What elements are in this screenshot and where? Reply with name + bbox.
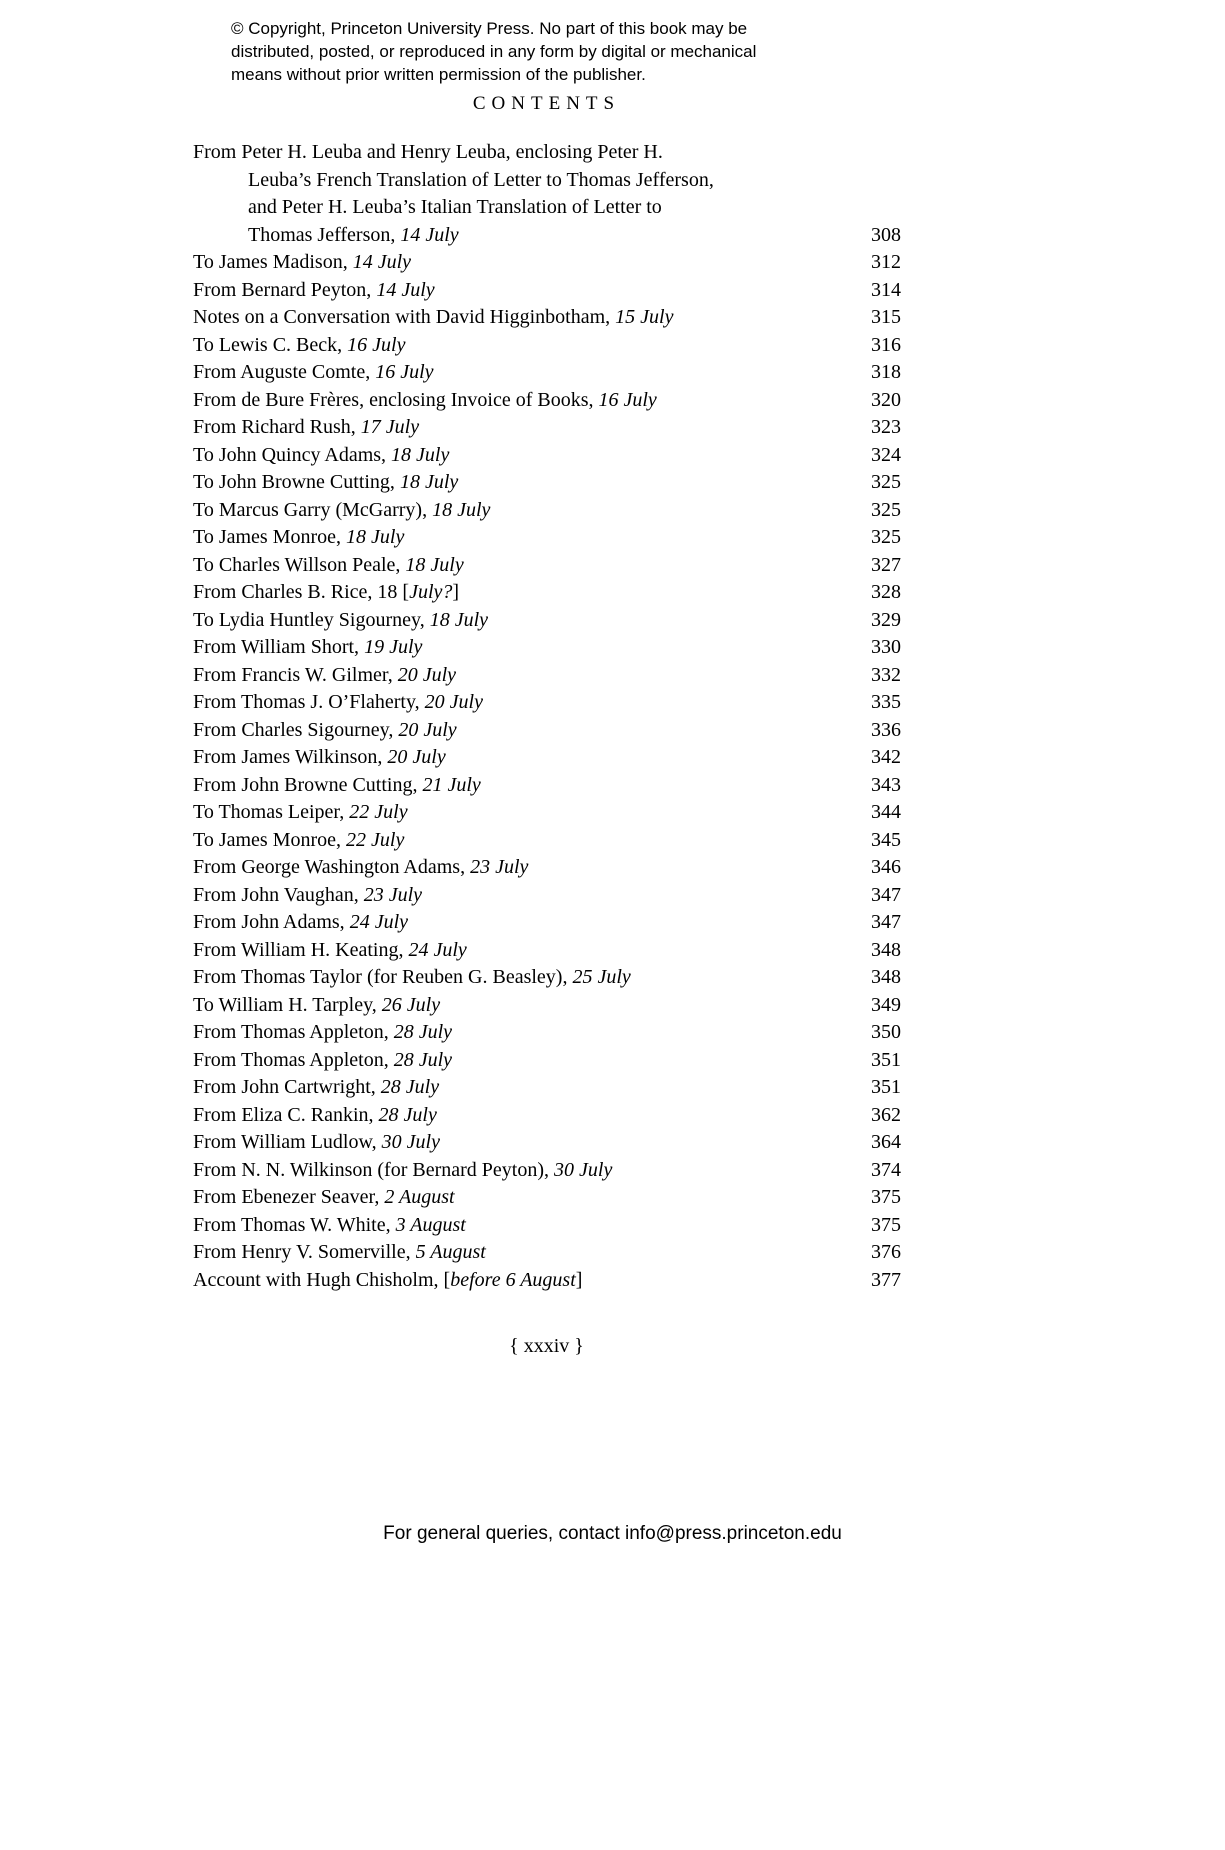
toc-entry-title: To James Madison, 14 July [193, 251, 412, 273]
toc-entry [193, 414, 901, 442]
toc-entry-date: 20 July [387, 746, 446, 768]
queries-footer: For general queries, contact info@press.princeton.edu [383, 1523, 842, 1544]
toc-entry [193, 469, 901, 497]
toc-entry-page: 349 [871, 993, 901, 1016]
toc-entry-page: 327 [871, 553, 901, 576]
toc-entry-title: From James Wilkinson, 20 July [193, 746, 446, 768]
toc-entry-title: From N. N. Wilkinson (for Bernard Peyton), 30 July [193, 1158, 613, 1181]
toc-entry-lastline [193, 1267, 901, 1295]
toc-entry-date: 28 July [380, 1076, 440, 1098]
toc-entry [193, 634, 901, 662]
toc-entry-title: From Thomas Appleton, 28 July [193, 1021, 453, 1043]
toc-entry [193, 497, 901, 525]
toc-entry-page: 329 [871, 608, 901, 631]
toc-entry-page: 325 [871, 498, 901, 521]
toc-entry-title: From William Short, 19 July [193, 636, 423, 658]
toc-entry [193, 882, 901, 910]
toc-entry-lastline [193, 827, 901, 855]
toc-entry-lastline [193, 387, 901, 415]
toc-entry-title: From Charles B. Rice, 18 [July?] [193, 581, 460, 603]
toc-entry-date: July? [409, 581, 453, 603]
toc-entry-page: 350 [871, 1021, 901, 1043]
toc-entry-lastline [193, 689, 901, 717]
toc-entry-title: From de Bure Frères, enclosing Invoice of Books, 16 July [193, 388, 657, 411]
page-title: CONTENTS [472, 93, 621, 114]
toc-entry-title: From George Washington Adams, 23 July [193, 856, 529, 878]
toc-entry-page: 348 [871, 966, 901, 988]
toc-entry [193, 524, 901, 552]
toc-entry [193, 139, 901, 249]
toc-entry-page: 320 [871, 388, 901, 411]
toc-entry [193, 827, 901, 855]
toc-entry-title: From John Adams, 24 July [193, 911, 408, 933]
toc-entry-lastline [193, 524, 901, 552]
toc-entry-date: 15 July [615, 306, 674, 328]
toc-entry [193, 744, 901, 772]
toc-entry-page: 344 [871, 801, 901, 823]
toc-entry-lastline [193, 964, 901, 992]
toc-entry [193, 359, 901, 387]
toc-entry-date: 23 July [363, 883, 423, 906]
toc-entry-date: 23 July [470, 856, 529, 878]
toc-entry-date: 18 July [429, 608, 489, 631]
toc-entry [193, 937, 901, 965]
toc-entry-date: before 6 August [450, 1268, 576, 1291]
toc-entry-title: To James Monroe, 22 July [193, 828, 405, 851]
toc-entry-date: 2 August [384, 1186, 455, 1208]
toc-entry [193, 1239, 901, 1267]
toc-entry-lastline [193, 909, 901, 937]
toc-entry-lastline [193, 634, 901, 662]
toc-entry-lastline [193, 937, 901, 965]
toc-entry-page: 362 [871, 1103, 901, 1126]
toc-entry [193, 1157, 901, 1185]
toc-entry [193, 1212, 901, 1240]
toc-entry [193, 689, 901, 717]
toc-entry-lastline [193, 1129, 901, 1157]
toc-entry [193, 799, 901, 827]
toc-entry-lastline [193, 277, 901, 305]
toc-entry-title: From John Cartwright, 28 July [193, 1076, 440, 1098]
toc-entry-lastline [193, 1074, 901, 1102]
toc-entry-lastline [193, 222, 901, 250]
toc-entry [193, 1129, 901, 1157]
toc-entry-title: From Ebenezer Seaver, 2 August [193, 1186, 455, 1208]
toc-entry-page: 308 [871, 223, 901, 246]
toc-entry-title: From Eliza C. Rankin, 28 July [193, 1103, 437, 1126]
toc-entry-page: 325 [871, 526, 901, 548]
toc-entry-title: To Thomas Leiper, 22 July [193, 801, 408, 823]
toc-entry [193, 552, 901, 580]
toc-entry-page: 330 [871, 636, 901, 658]
toc-entry-lastline [193, 744, 901, 772]
toc-entry-lastline [193, 662, 901, 690]
toc-entry [193, 277, 901, 305]
toc-entry-lastline [193, 772, 901, 800]
toc-entry-title: To William H. Tarpley, 26 July [193, 993, 441, 1016]
toc-entry [193, 387, 901, 415]
toc-entry-lastline [193, 992, 901, 1020]
toc-entry-date: 5 August [415, 1241, 486, 1263]
toc-entry-title: To Marcus Garry (McGarry), 18 July [193, 498, 491, 521]
toc-entry-title: From Thomas W. White, 3 August [193, 1213, 466, 1236]
toc-entry-title: From William H. Keating, 24 July [193, 938, 467, 961]
toc-entry [193, 249, 901, 277]
toc-entry-lastline [193, 1102, 901, 1130]
toc-entry-lastline [193, 359, 901, 387]
toc-entry-page: 377 [871, 1268, 901, 1291]
toc-entry-date: 20 July [398, 718, 457, 741]
toc-entry-date: 19 July [364, 636, 423, 658]
toc-entry [193, 909, 901, 937]
toc-entry-title: From Charles Sigourney, 20 July [193, 718, 457, 741]
toc-entry-page: 325 [871, 471, 901, 493]
toc-entry-title: Thomas Jefferson, 14 July [248, 223, 459, 246]
toc-entry-title: From Auguste Comte, 16 July [193, 361, 434, 383]
toc-entry-date: 25 July [572, 966, 631, 988]
toc-entry-title: From Thomas Taylor (for Reuben G. Beasley), 25 July [193, 966, 631, 988]
toc-entry-lastline [193, 332, 901, 360]
toc-entry-date: 22 July [346, 828, 405, 851]
toc-entry-page: 323 [871, 416, 901, 438]
toc-entry-lastline [193, 249, 901, 277]
toc-entry-page: 335 [871, 691, 901, 713]
toc-entry-page: 351 [871, 1048, 901, 1071]
toc-entry [193, 717, 901, 745]
toc-entry-date: 22 July [349, 801, 408, 823]
toc-entry-date: 18 July [346, 526, 405, 548]
toc-entry-title: Account with Hugh Chisholm, [before 6 August] [193, 1268, 583, 1291]
copyright-line: distributed, posted, or reproduced in any form by digital or mechanical [231, 42, 757, 61]
toc-entry-date: 16 July [347, 333, 406, 356]
toc-entry-lastline [193, 1157, 901, 1185]
toc-entry-title: To John Browne Cutting, 18 July [193, 471, 459, 493]
copyright-line: © Copyright, Princeton University Press. No part of this book may be [231, 19, 748, 38]
toc-entry-lastline [193, 717, 901, 745]
toc-entry-page: 375 [871, 1186, 901, 1208]
toc-entry-page: 345 [871, 828, 901, 851]
toc-entry-lastline [193, 799, 901, 827]
toc-entry-page: 375 [871, 1213, 901, 1236]
toc-entry-lastline [193, 1047, 901, 1075]
toc-entry-line: From Peter H. Leuba and Henry Leuba, enclosing Peter H. [193, 141, 663, 163]
toc-entry-lastline [193, 497, 901, 525]
toc-entry [193, 854, 901, 882]
toc-entry-title: From Henry V. Somerville, 5 August [193, 1241, 486, 1263]
toc-entry-title: From Thomas J. O’Flaherty, 20 July [193, 691, 483, 713]
toc-entry-title: To Lewis C. Beck, 16 July [193, 333, 406, 356]
toc-entry [193, 662, 901, 690]
toc-entry-lastline [193, 607, 901, 635]
toc-entry-lastline [193, 552, 901, 580]
toc-entry-date: 18 July [405, 553, 464, 576]
toc-entry-date: 21 July [422, 773, 481, 796]
toc-entry-date: 24 July [408, 938, 467, 961]
toc-entry-page: 376 [871, 1241, 901, 1263]
toc-entry-title: From Francis W. Gilmer, 20 July [193, 663, 457, 686]
toc-entry-title: To John Quincy Adams, 18 July [193, 443, 450, 466]
toc-entry-date: 30 July [381, 1131, 440, 1153]
toc-entry-date: 28 July [393, 1048, 453, 1071]
toc-entry [193, 1184, 901, 1212]
toc-entry-title: To James Monroe, 18 July [193, 526, 405, 548]
toc-entry [193, 1047, 901, 1075]
toc-entry-page: 328 [871, 581, 901, 603]
toc-entry-page: 314 [871, 278, 901, 301]
toc-entry-date: 14 July [400, 223, 459, 246]
toc-entry-date: 18 July [432, 498, 491, 521]
copyright-notice [231, 17, 831, 86]
toc-entry-page: 316 [871, 333, 901, 356]
toc-entry-date: 17 July [360, 416, 420, 438]
toc-entry-lastline [193, 579, 901, 607]
toc-entry-lastline [193, 882, 901, 910]
toc-entry-page: 342 [871, 746, 901, 768]
toc-entry-date: 24 July [349, 911, 408, 933]
toc-entry-date: 14 July [376, 278, 435, 301]
toc-entry [193, 332, 901, 360]
toc-entry [193, 442, 901, 470]
toc-entry [193, 579, 901, 607]
toc-entry-date: 30 July [554, 1158, 613, 1181]
toc-entry-title: From William Ludlow, 30 July [193, 1131, 440, 1153]
toc-entry-title: From Richard Rush, 17 July [193, 416, 420, 438]
page-number-folio: { xxxiv } [509, 1335, 584, 1357]
toc-entry-lastline [193, 414, 901, 442]
toc-entry-date: 26 July [381, 993, 441, 1016]
toc-entry [193, 1074, 901, 1102]
toc-entry-line: and Peter H. Leuba’s Italian Translation of Letter to [248, 196, 662, 218]
toc-entry-date: 18 July [391, 443, 450, 466]
toc-entry-title: From Thomas Appleton, 28 July [193, 1048, 453, 1071]
toc-entry-page: 324 [871, 443, 901, 466]
toc-entry-page: 347 [871, 911, 901, 933]
toc-entry [193, 607, 901, 635]
toc-entry-lastline [193, 442, 901, 470]
toc-list [193, 139, 901, 1294]
toc-entry-title: To Charles Willson Peale, 18 July [193, 553, 464, 576]
toc-entry-date: 14 July [352, 251, 412, 273]
toc-entry-lastline [193, 1019, 901, 1047]
toc-entry-lastline [193, 1239, 901, 1267]
toc-entry-title: From John Vaughan, 23 July [193, 883, 423, 906]
toc-entry-page: 318 [871, 361, 901, 383]
toc-entry-title: From Bernard Peyton, 14 July [193, 278, 435, 301]
toc-entry-page: 347 [871, 883, 901, 906]
toc-entry-lastline [193, 1184, 901, 1212]
toc-entry-date: 16 July [375, 361, 434, 383]
toc-entry [193, 1102, 901, 1130]
toc-entry-lastline [193, 854, 901, 882]
toc-entry [193, 1019, 901, 1047]
copyright-line: means without prior written permission of the publisher. [231, 65, 646, 84]
toc-entry-page: 343 [871, 773, 901, 796]
toc-entry [193, 992, 901, 1020]
toc-entry-page: 332 [871, 663, 901, 686]
toc-entry-date: 20 July [424, 691, 483, 713]
toc-entry-page: 364 [871, 1131, 901, 1153]
toc-entry-lastline [193, 469, 901, 497]
toc-entry-page: 312 [871, 251, 901, 273]
toc-entry [193, 964, 901, 992]
toc-entry-title: Notes on a Conversation with David Higginbotham, 15 July [193, 306, 674, 328]
toc-entry-title: From John Browne Cutting, 21 July [193, 773, 481, 796]
toc-entry-line: Leuba’s French Translation of Letter to Thomas Jefferson, [248, 168, 714, 191]
toc-entry-page: 336 [871, 718, 901, 741]
toc-entry-date: 28 July [393, 1021, 453, 1043]
toc-entry-page: 348 [871, 938, 901, 961]
toc-entry [193, 1267, 901, 1295]
toc-entry [193, 772, 901, 800]
toc-entry-page: 374 [871, 1158, 901, 1181]
toc-entry [193, 304, 901, 332]
toc-entry-title: To Lydia Huntley Sigourney, 18 July [193, 608, 489, 631]
toc-entry-lastline [193, 1212, 901, 1240]
toc-entry-date: 18 July [399, 471, 459, 493]
toc-entry-page: 351 [871, 1076, 901, 1098]
toc-entry-date: 28 July [378, 1103, 437, 1126]
toc-entry-page: 346 [871, 856, 901, 878]
toc-entry-lastline [193, 304, 901, 332]
toc-entry-date: 16 July [598, 388, 657, 411]
toc-entry-date: 3 August [395, 1213, 466, 1236]
toc-entry-date: 20 July [397, 663, 457, 686]
toc-entry-page: 315 [871, 306, 901, 328]
